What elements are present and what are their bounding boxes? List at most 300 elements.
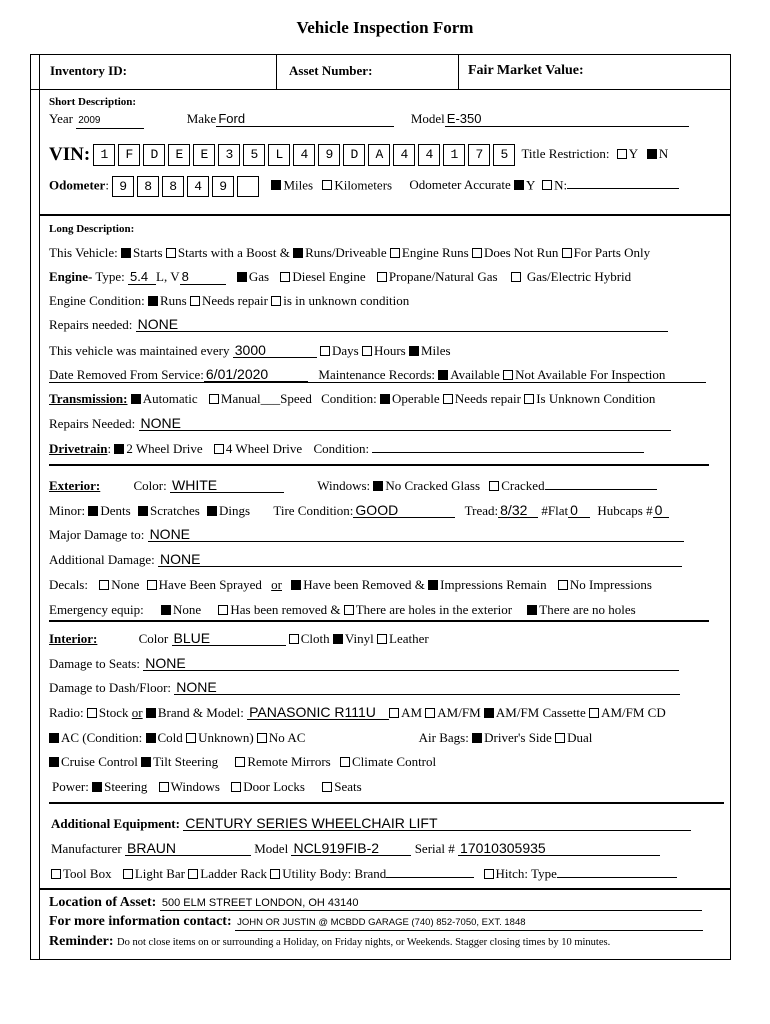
trans-unknown-label: Is Unknown Condition <box>536 391 656 406</box>
location-label: Location of Asset: <box>49 895 157 910</box>
vin-label: VIN: <box>49 144 91 165</box>
vin-char-box[interactable]: A <box>368 144 390 166</box>
manual-label: Manual <box>220 391 261 406</box>
2wd-label: 2 Wheel Drive <box>126 441 203 456</box>
cd-label: AM/FM CD <box>601 705 666 720</box>
manufacturer-row <box>51 841 660 857</box>
vin-char-box[interactable]: E <box>193 144 215 166</box>
starts-boost-checkbox[interactable] <box>166 248 176 258</box>
ec-needs-repair-checkbox[interactable] <box>190 296 200 306</box>
engine-row <box>49 269 631 285</box>
title-y-label: Y <box>628 145 638 161</box>
odometer-label: Odometer <box>49 177 106 193</box>
mirrors-label: Remote Mirrors <box>247 754 331 769</box>
contact-label: For more information contact: <box>49 914 232 929</box>
hitch-checkbox[interactable] <box>484 869 494 879</box>
transmission-label: Transmission: <box>49 391 128 406</box>
vinyl-label: Vinyl <box>344 631 374 646</box>
gas-checkbox[interactable] <box>237 272 247 282</box>
mirrors-checkbox[interactable] <box>235 757 245 767</box>
emergency-removed-label: Has been removed & <box>230 602 341 617</box>
section-divider-long <box>39 214 730 216</box>
header-sep-1 <box>276 54 277 89</box>
cracked-checkbox[interactable] <box>489 481 499 491</box>
vin-boxes <box>93 146 518 161</box>
contact-row <box>49 914 703 931</box>
power-label: Power: <box>52 779 89 794</box>
dual-label: Dual <box>567 730 593 745</box>
year-label: Year <box>49 111 73 126</box>
radio-row <box>49 705 666 721</box>
short-description-label: Short Description: <box>49 96 137 108</box>
no-cracked-glass-label: No Cracked Glass <box>385 478 481 493</box>
amfm-checkbox[interactable] <box>425 708 435 718</box>
emergency-row <box>49 602 636 618</box>
decals-or-label: or <box>271 577 282 592</box>
airbags-label: Air Bags: <box>418 730 469 745</box>
year-value[interactable]: 2009 <box>76 114 144 129</box>
date-removed-value[interactable]: 6/01/2020 <box>204 367 308 382</box>
odometer-digit-box[interactable]: 4 <box>187 176 209 197</box>
hybrid-label: Gas/Electric Hybrid <box>526 269 632 284</box>
hubcaps-value[interactable]: 0 <box>653 503 669 518</box>
damage-seats-value[interactable]: NONE <box>143 656 679 671</box>
dual-checkbox[interactable] <box>555 733 565 743</box>
date-removed-label: Date Removed From Service: <box>49 367 204 382</box>
drivetrain-row: Drivetrain: 2 Wheel Drive 4 Wheel Drive Condition: <box>49 441 644 457</box>
vin-char-box[interactable]: 4 <box>393 144 415 166</box>
equipment-label: Additional Equipment: <box>51 816 180 831</box>
amfm-label: AM/FM <box>437 705 481 720</box>
power-row <box>49 779 362 795</box>
dings-label: Dings <box>219 503 251 518</box>
starts-boost-label: Starts with a Boost & <box>177 245 290 260</box>
decals-none-checkbox[interactable] <box>99 580 109 590</box>
starts-label: Starts <box>132 245 163 260</box>
stock-label: Stock <box>98 705 129 720</box>
odometer-boxes <box>112 177 262 192</box>
cruise-row <box>49 754 436 770</box>
decals-label: Decals: <box>49 577 88 592</box>
power-seats-label: Seats <box>334 779 362 794</box>
ac-checkbox[interactable] <box>49 733 59 743</box>
section-divider-exterior <box>49 464 709 466</box>
toolbox-label: Tool Box <box>63 866 112 881</box>
exterior-row <box>49 478 657 494</box>
title-restriction-n-checkbox[interactable] <box>647 149 657 159</box>
equip-model-label: Model <box>254 841 289 856</box>
additional-damage-row <box>49 552 682 568</box>
inventory-id-label: Inventory ID: <box>50 63 127 78</box>
hybrid-checkbox[interactable] <box>511 272 521 282</box>
cruise-label: Cruise Control <box>61 754 138 769</box>
damage-seats-row <box>49 656 679 672</box>
header-sep-2 <box>458 54 459 89</box>
title-restriction-y-checkbox[interactable] <box>617 149 627 159</box>
ac-row <box>49 730 592 746</box>
vin-char-box[interactable]: 7 <box>468 144 490 166</box>
emergency-label: Emergency equip: <box>49 602 144 617</box>
ladder-checkbox[interactable] <box>188 869 198 879</box>
utility-checkbox[interactable] <box>270 869 280 879</box>
cold-checkbox[interactable] <box>146 733 156 743</box>
vin-char-box[interactable]: E <box>168 144 190 166</box>
fair-market-value-label: Fair Market Value: <box>468 63 584 78</box>
decals-none-label: None <box>111 577 140 592</box>
steering-checkbox[interactable] <box>92 782 102 792</box>
equipment-row <box>51 816 691 832</box>
equipment-value[interactable]: CENTURY SERIES WHEELCHAIR LIFT <box>183 816 691 831</box>
engine-condition-row <box>49 293 409 309</box>
damage-dash-value[interactable]: NONE <box>174 680 680 695</box>
trans-needs-repair-label: Needs repair <box>454 391 521 406</box>
decals-removed-checkbox[interactable] <box>291 580 301 590</box>
parts-only-checkbox[interactable] <box>562 248 572 258</box>
drivetrain-label: Drivetrain <box>49 441 108 456</box>
tilt-checkbox[interactable] <box>141 757 151 767</box>
ec-runs-label: Runs <box>159 293 187 308</box>
odometer-digit-box[interactable]: 9 <box>112 176 134 197</box>
no-cracked-glass-checkbox[interactable] <box>373 481 383 491</box>
vin-char-box[interactable]: L <box>268 144 290 166</box>
miles-checkbox[interactable] <box>271 180 281 190</box>
repairs-needed-2-row <box>49 416 671 432</box>
trans-condition-label: Condition: <box>321 391 377 406</box>
int-color-label: Color <box>138 631 169 646</box>
asset-number-label: Asset Number: <box>289 63 373 78</box>
title-restriction-label: Title Restriction: <box>521 145 610 161</box>
location-row <box>49 895 702 911</box>
utility-brand-value[interactable] <box>386 877 474 878</box>
major-damage-value[interactable]: NONE <box>148 527 684 542</box>
exterior-label: Exterior: <box>49 478 101 493</box>
cruise-checkbox[interactable] <box>49 757 59 767</box>
accessories-row <box>51 866 677 882</box>
odometer-digit-box[interactable]: 9 <box>212 176 234 197</box>
no-impressions-label: No Impressions <box>569 577 652 592</box>
long-description-label: Long Description: <box>49 223 135 235</box>
runs-driveable-label: Runs/Driveable <box>305 245 387 260</box>
location-value[interactable]: 500 ELM STREET LONDON, OH 43140 <box>160 896 702 911</box>
hitch-type-value[interactable] <box>557 877 677 878</box>
holes-checkbox[interactable] <box>344 605 354 615</box>
cloth-label: Cloth <box>300 631 330 646</box>
flat-value[interactable]: 0 <box>568 503 590 518</box>
vin-row <box>49 144 668 166</box>
holes-label: There are holes in the exterior <box>355 602 513 617</box>
form-title: Vehicle Inspection Form <box>296 18 474 37</box>
emergency-none-checkbox[interactable] <box>161 605 171 615</box>
vin-char-box[interactable]: 3 <box>218 144 240 166</box>
accurate-n-label: N: <box>554 177 568 193</box>
brand-model-checkbox[interactable] <box>146 708 156 718</box>
date-removed-row <box>49 367 665 383</box>
ac-label: AC (Condition: <box>61 730 143 745</box>
stock-checkbox[interactable] <box>87 708 97 718</box>
vin-char-box[interactable]: 1 <box>443 144 465 166</box>
climate-label: Climate Control <box>351 754 437 769</box>
reminder-row <box>49 934 610 950</box>
gas-label: Gas <box>248 269 270 284</box>
maintained-row <box>49 343 451 359</box>
vinyl-checkbox[interactable] <box>333 634 343 644</box>
impressions-label: Impressions Remain <box>440 577 547 592</box>
serial-label: Serial # <box>414 841 455 856</box>
not-available-checkbox[interactable] <box>503 370 513 380</box>
odometer-digit-box[interactable] <box>237 176 259 197</box>
additional-damage-value[interactable]: NONE <box>158 552 682 567</box>
engine-runs-label: Engine Runs <box>401 245 469 260</box>
ac-unknown-checkbox[interactable] <box>186 733 196 743</box>
contact-value[interactable]: JOHN OR JUSTIN @ MCBDD GARAGE (740) 852-7050, EXT. 1848 <box>235 916 703 931</box>
hours-label: Hours <box>373 343 406 358</box>
reminder-text: Do not close items on or surrounding a Holiday, on Friday nights, or Weekends. Stagger closing times by 10 minutes. <box>117 937 611 948</box>
tread-value[interactable]: 8/32 <box>498 503 538 518</box>
power-seats-checkbox[interactable] <box>322 782 332 792</box>
4wd-label: 4 Wheel Drive <box>225 441 303 456</box>
door-locks-label: Door Locks <box>243 779 305 794</box>
radio-model-value[interactable]: PANASONIC R111U <box>247 705 389 720</box>
scratches-checkbox[interactable] <box>138 506 148 516</box>
windows-label: Windows: <box>317 478 371 493</box>
vin-char-box[interactable]: F <box>118 144 140 166</box>
additional-damage-label: Additional Damage: <box>49 552 155 567</box>
dents-label: Dents <box>100 503 131 518</box>
repairs-needed-row <box>49 317 668 333</box>
ladder-label: Ladder Rack <box>200 866 268 881</box>
sprayed-checkbox[interactable] <box>147 580 157 590</box>
operable-label: Operable <box>392 391 440 406</box>
no-holes-checkbox[interactable] <box>527 605 537 615</box>
vin-char-box[interactable]: 5 <box>493 144 515 166</box>
damage-dash-label: Damage to Dash/Floor: <box>49 680 172 695</box>
scratches-label: Scratches <box>149 503 200 518</box>
hitch-label: Hitch: Type <box>495 866 557 881</box>
vin-char-box[interactable]: 4 <box>418 144 440 166</box>
equip-model-value[interactable]: NCL919FIB-2 <box>291 841 411 856</box>
sprayed-label: Have Been Sprayed <box>158 577 262 592</box>
accurate-n-blank[interactable] <box>567 188 679 189</box>
door-locks-checkbox[interactable] <box>231 782 241 792</box>
cloth-checkbox[interactable] <box>289 634 299 644</box>
section-divider-equipment <box>49 802 724 804</box>
days-label: Days <box>332 343 359 358</box>
toolbox-checkbox[interactable] <box>51 869 61 879</box>
4wd-checkbox[interactable] <box>214 444 224 454</box>
odometer-row <box>49 176 679 197</box>
section-divider-footer <box>39 888 730 890</box>
year-make-model-row <box>49 111 689 129</box>
vin-char-box[interactable]: 1 <box>93 144 115 166</box>
maint-miles-label: Miles <box>421 343 451 358</box>
vin-char-box[interactable]: 5 <box>243 144 265 166</box>
power-windows-label: Windows <box>170 779 220 794</box>
section-divider-interior <box>49 620 709 622</box>
propane-checkbox[interactable] <box>377 272 387 282</box>
tire-condition-value[interactable]: GOOD <box>353 503 455 518</box>
maint-records-label: Maintenance Records: <box>318 367 435 382</box>
vin-char-box[interactable]: 4 <box>293 144 315 166</box>
reminder-label: Reminder: <box>49 934 114 949</box>
lightbar-label: Light Bar <box>134 866 186 881</box>
utility-label: Utility Body: Brand <box>282 866 387 881</box>
does-not-run-label: Does Not Run <box>483 245 559 260</box>
accurate-y-label: Y <box>526 177 535 193</box>
frame-right <box>730 54 731 960</box>
radio-or-label: or <box>131 705 143 720</box>
engine-liters-value[interactable]: 5.4 <box>128 270 156 285</box>
no-ac-label: No AC <box>268 730 306 745</box>
make-value[interactable]: Ford <box>216 112 394 127</box>
trans-unknown-checkbox[interactable] <box>524 394 534 404</box>
available-label: Available <box>450 367 500 382</box>
brand-model-label: Brand & Model: <box>157 705 244 720</box>
maintained-label: This vehicle was maintained every <box>49 343 230 358</box>
damage-dash-row <box>49 680 680 696</box>
power-windows-checkbox[interactable] <box>159 782 169 792</box>
interior-row <box>49 631 429 647</box>
manual-checkbox[interactable] <box>209 394 219 404</box>
transmission-row <box>49 391 655 407</box>
vin-char-box[interactable]: 9 <box>318 144 340 166</box>
ec-unknown-checkbox[interactable] <box>271 296 281 306</box>
cold-label: Cold <box>157 730 183 745</box>
cassette-label: AM/FM Cassette <box>495 705 586 720</box>
title-n-label: N <box>658 145 669 161</box>
repairs-needed-2-label: Repairs Needed: <box>49 416 136 431</box>
repairs-needed-value[interactable]: NONE <box>136 317 668 332</box>
automatic-label: Automatic <box>142 391 198 406</box>
engine-type-label: Type: <box>95 269 125 284</box>
this-vehicle-row <box>49 245 650 261</box>
engine-condition-label: Engine Condition: <box>49 293 145 308</box>
days-checkbox[interactable] <box>320 346 330 356</box>
cassette-checkbox[interactable] <box>484 708 494 718</box>
automatic-checkbox[interactable] <box>131 394 141 404</box>
ec-unknown-label: is in unknown condition <box>283 293 410 308</box>
driver-side-checkbox[interactable] <box>472 733 482 743</box>
minor-row <box>49 503 669 519</box>
2wd-checkbox[interactable] <box>114 444 124 454</box>
vin-char-box[interactable]: D <box>343 144 365 166</box>
dents-checkbox[interactable] <box>88 506 98 516</box>
ec-runs-checkbox[interactable] <box>148 296 158 306</box>
drivetrain-condition-label: Condition: <box>313 441 370 456</box>
model-value[interactable]: E-350 <box>445 112 689 127</box>
driver-side-label: Driver's Side <box>484 730 552 745</box>
repairs-needed-2-value[interactable]: NONE <box>139 416 671 431</box>
l-v-label: L, V <box>156 269 180 284</box>
ac-unknown-label: Unknown) <box>198 730 254 745</box>
does-not-run-checkbox[interactable] <box>472 248 482 258</box>
odometer-colon: : <box>105 177 109 193</box>
cracked-label: Cracked <box>501 478 545 493</box>
frame-top <box>30 54 730 55</box>
tilt-label: Tilt Steering <box>153 754 219 769</box>
not-available-label: Not Available For Inspection <box>515 367 666 382</box>
major-damage-row <box>49 527 684 543</box>
kilometers-label: Kilometers <box>334 177 393 193</box>
available-checkbox[interactable] <box>438 370 448 380</box>
repairs-needed-label: Repairs needed: <box>49 317 133 332</box>
odometer-digit-box[interactable]: 8 <box>162 176 184 197</box>
maint-miles-checkbox[interactable] <box>409 346 419 356</box>
no-ac-checkbox[interactable] <box>257 733 267 743</box>
radio-label: Radio: <box>49 705 84 720</box>
vin-char-box[interactable]: D <box>143 144 165 166</box>
cd-checkbox[interactable] <box>589 708 599 718</box>
make-label: Make <box>186 111 217 126</box>
major-damage-label: Major Damage to: <box>49 527 145 542</box>
speed-label: ___Speed <box>260 391 312 406</box>
decals-removed-label: Have been Removed & <box>303 577 425 592</box>
runs-driveable-checkbox[interactable] <box>293 248 303 258</box>
emergency-removed-checkbox[interactable] <box>218 605 228 615</box>
model-label: Model <box>410 111 445 126</box>
odometer-accurate-n-checkbox[interactable] <box>542 180 552 190</box>
frame-bottom <box>30 959 730 960</box>
leather-label: Leather <box>389 631 429 646</box>
leather-checkbox[interactable] <box>377 634 387 644</box>
operable-checkbox[interactable] <box>380 394 390 404</box>
engine-runs-checkbox[interactable] <box>390 248 400 258</box>
dings-checkbox[interactable] <box>207 506 217 516</box>
kilometers-checkbox[interactable] <box>322 180 332 190</box>
minor-label: Minor: <box>49 503 86 518</box>
am-label: AM <box>401 705 423 720</box>
hubcaps-label: Hubcaps # <box>597 503 653 518</box>
am-checkbox[interactable] <box>389 708 399 718</box>
maintained-value[interactable]: 3000 <box>233 343 317 358</box>
tire-condition-label: Tire Condition: <box>273 503 354 518</box>
ec-needs-repair-label: Needs repair <box>201 293 268 308</box>
miles-label: Miles <box>283 177 314 193</box>
manufacturer-label: Manufacturer <box>51 841 122 856</box>
serial-value[interactable]: 17010305935 <box>458 841 660 856</box>
tread-label: Tread: <box>464 503 499 518</box>
impressions-checkbox[interactable] <box>428 580 438 590</box>
propane-label: Propane/Natural Gas <box>388 269 498 284</box>
parts-only-label: For Parts Only <box>573 245 651 260</box>
odometer-accurate-label: Odometer Accurate <box>409 177 511 193</box>
damage-seats-label: Damage to Seats: <box>49 656 140 671</box>
int-color-value[interactable]: BLUE <box>172 631 286 646</box>
hours-checkbox[interactable] <box>362 346 372 356</box>
no-impressions-checkbox[interactable] <box>558 580 568 590</box>
odometer-digit-box[interactable]: 8 <box>137 176 159 197</box>
diesel-label: Diesel Engine <box>292 269 366 284</box>
no-holes-label: There are no holes <box>539 602 636 617</box>
interior-label: Interior: <box>49 631 98 646</box>
emergency-none-label: None <box>172 602 202 617</box>
cracked-value[interactable] <box>545 489 657 490</box>
ext-color-value[interactable]: WHITE <box>170 478 284 493</box>
diesel-checkbox[interactable] <box>280 272 290 282</box>
manufacturer-value[interactable]: BRAUN <box>125 841 251 856</box>
drivetrain-condition-value[interactable] <box>372 452 644 453</box>
flat-label: #Flat <box>541 503 569 518</box>
odometer-accurate-y-checkbox[interactable] <box>514 180 524 190</box>
lightbar-checkbox[interactable] <box>123 869 133 879</box>
decals-row <box>49 577 652 593</box>
engine-cylinders-value[interactable]: 8 <box>180 270 226 285</box>
trans-needs-repair-checkbox[interactable] <box>443 394 453 404</box>
header-divider <box>30 89 730 90</box>
starts-checkbox[interactable] <box>121 248 131 258</box>
climate-checkbox[interactable] <box>340 757 350 767</box>
date-removed-underline <box>49 382 706 383</box>
engine-label: Engine- <box>49 269 93 284</box>
